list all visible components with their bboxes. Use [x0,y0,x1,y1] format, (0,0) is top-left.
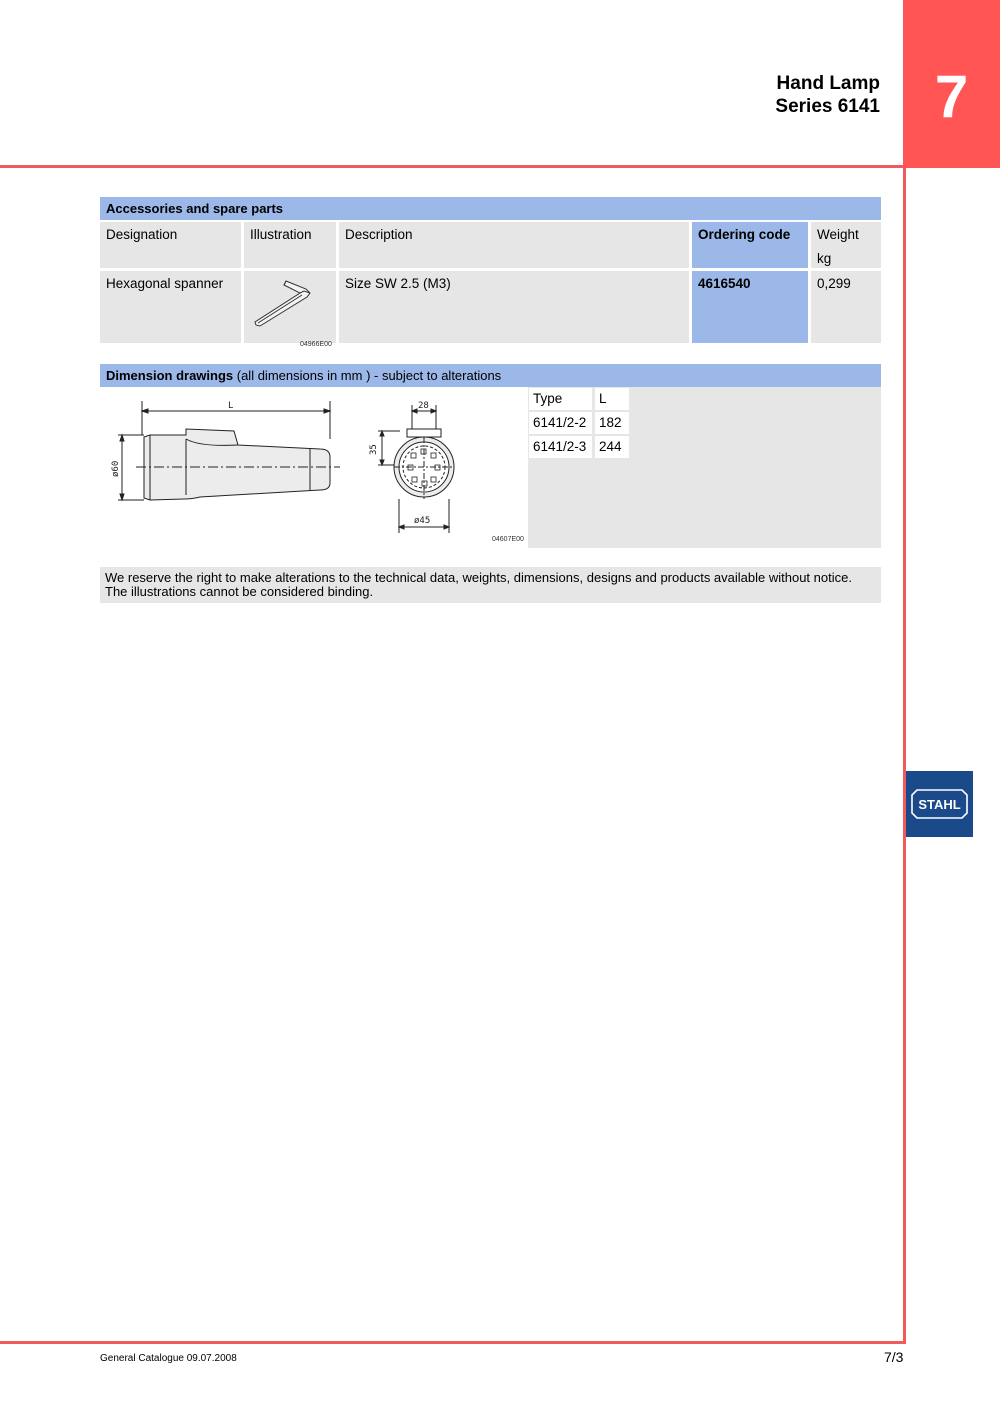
logo-text: STAHL [918,797,961,812]
illustration-code: 04966E00 [300,341,332,348]
dim-label-diameter-body: ø60 [111,460,121,477]
lamp-drawing [100,387,528,548]
dim-label-diameter-front: ø45 [414,516,431,526]
notice-line-1: We reserve the right to make alterations to the technical data, weights, dimensions, designs and products available without notice. [105,570,852,585]
col-header-ordering-code: Ordering code [692,222,808,268]
stahl-logo [906,771,973,837]
length-row-2: 244 [595,436,629,458]
title-line-1: Hand Lamp [776,73,880,94]
right-margin-line [903,0,906,1343]
row-designation: Hexagonal spanner [100,271,241,343]
dim-label-length: L [228,401,234,411]
col-header-designation: Designation [100,222,241,268]
page-number: 7/3 [884,1349,904,1365]
dimension-title-rest: (all dimensions in mm ) - subject to alterations [233,368,502,383]
stahl-logo-icon [911,789,968,819]
dimension-body [100,387,881,548]
footer-catalogue: General Catalogue 09.07.2008 [100,1353,237,1364]
dimension-drawing [100,387,528,548]
title-line-2: Series 6141 [775,96,880,117]
col-header-weight [811,222,881,268]
type-row-2: 6141/2-3 [529,436,592,458]
dim-label-height: 35 [369,444,379,455]
type-row-1: 6141/2-2 [529,412,592,434]
accessories-section [100,197,881,220]
type-header: Type [529,388,592,410]
notice-line-2: The illustrations cannot be considered binding. [105,583,374,599]
dimension-title-bold: Dimension drawings [106,368,234,383]
weight-unit: kg [817,251,832,266]
row-ordering-code: 4616540 [692,271,808,343]
row-description: Size SW 2.5 (M3) [339,271,689,343]
length-header: L [595,388,629,410]
length-row-1: 182 [595,412,629,434]
disclaimer-notice [100,567,881,603]
row-illustration [244,271,336,348]
row-weight: 0,299 [811,271,881,343]
dim-label-width: 28 [418,401,429,411]
header-divider [0,165,906,168]
footer-divider [0,1341,906,1344]
col-header-description: Description [339,222,689,268]
accessories-title: Accessories and spare parts [100,197,881,220]
dimension-section [100,364,881,387]
col-header-illustration: Illustration [244,222,336,268]
page-title [775,72,880,118]
drawing-code: 04607E00 [492,536,524,543]
chapter-number: 7 [934,63,969,130]
dimension-title [100,364,881,387]
weight-label: Weight [817,227,859,242]
